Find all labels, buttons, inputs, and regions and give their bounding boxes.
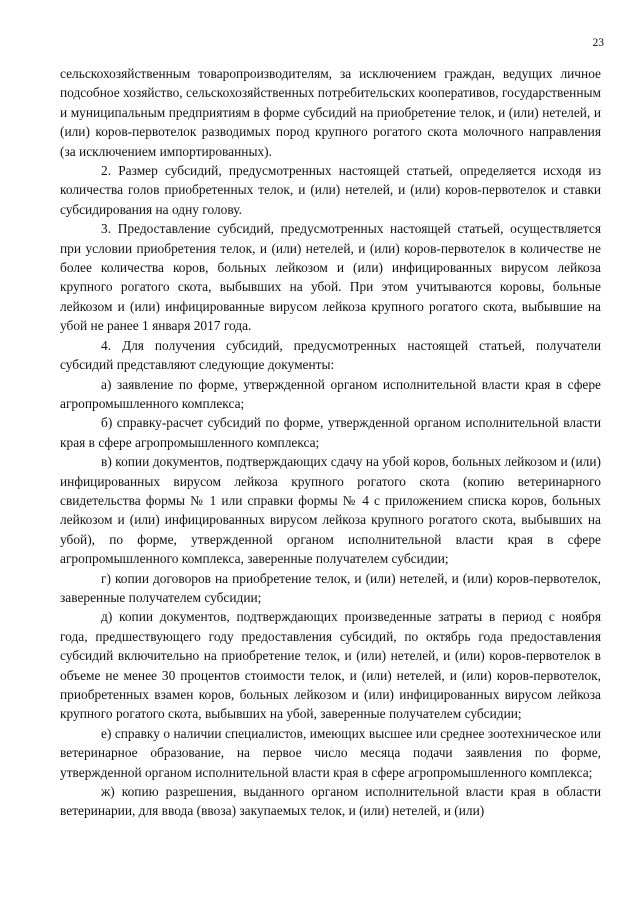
list-item-a-application: а) заявление по форме, утвержденной органом исполнительной власти края в сфере агропромышленного комплекса; (60, 376, 601, 411)
page-number: 23 (592, 37, 604, 49)
paragraph-3-subsidy-condition: 3. Предоставление субсидий, предусмотренных настоящей статьей, осуществляется при условии приобретения телок, и (или) нетелей, и (или) коров-первотелок в количестве не более количества коров, больных лейкозом и (или) инфицированных вирусом лейкоза крупного рогатого скота, выбывших на убой. При этом учитываются коровы, больные лейкозом и (или) инфицированные вирусом лейкоза крупного рогатого скота, выбывшие на убой не ранее 1 января 2017 года. (60, 221, 601, 334)
paragraph-2-subsidy-amount: 2. Размер субсидий, предусмотренных настоящей статьей, определяется исходя из количества голов приобретенных телок, и (или) нетелей, и (или) коров-первотелок и ставки субсидирования на одну голову. (60, 163, 601, 217)
document-body (60, 64, 601, 821)
list-item-g-purchase-contracts: г) копии договоров на приобретение телок, и (или) нетелей, и (или) коров-первотелок, заверенные получателем субсидии; (60, 570, 601, 605)
paragraph-4-required-documents: 4. Для получения субсидий, предусмотренных настоящей статьей, получатели субсидий представляют следующие документы: (60, 337, 601, 373)
list-item-e-specialists-certificate: е) справку о наличии специалистов, имеющих высшее или среднее зоотехническое или ветеринарное образование, на первое число месяца подачи заявления по форме, утвержденной органом исполнительной власти края в сфере агропромышленного комплекса; (60, 725, 601, 780)
list-item-v-slaughter-documents: в) копии документов, подтверждающих сдачу на убой коров, больных лейкозом и (или) инфицированных вирусом лейкоза крупного рогатого скота (копию ветеринарного свидетельства формы № 1 или справки формы № 4 с приложением списка коров, больных лейкозом и (или) инфицированных вирусом лейкоза крупного рогатого скота, выбывших на убой), по форме, утвержденной органом исполнительной власти края в сфере агропромышленного комплекса, заверенные получателем субсидии; (60, 454, 601, 567)
list-item-d-expense-documents: д) копии документов, подтверждающих произведенные затраты в период с ноября года, предшествующего году предоставления субсидий, по октябрь года предоставления субсидий включительно на приобретение телок, и (или) нетелей, и (или) коров-первотелок в объеме не менее 30 процентов стоимости телок, и (или) нетелей, и (или) коров-первотелок, приобретенных взамен коров, больных лейкозом и (или) инфицированных вирусом лейкоза крупного рогатого скота, выбывших на убой, заверенные получателем субсидии; (60, 609, 601, 722)
list-item-b-calculation: б) справку-расчет субсидий по форме, утвержденной органом исполнительной власти края в сфере агропромышленного комплекса; (60, 415, 601, 450)
paragraph-recipients-continuation: сельскохозяйственным товаропроизводителям, за исключением граждан, ведущих личное подсобное хозяйство, сельскохозяйственных потребительских кооперативов, государственным и муниципальным предприятиям в форме субсидий на приобретение телок, и (или) нетелей, и (или) коров-первотелок разводимых пород крупного рогатого скота молочного направления (за исключением импортированных). (60, 66, 601, 159)
list-item-zh-veterinary-permit: ж) копию разрешения, выданного органом исполнительной власти края в области ветеринарии, для ввода (ввоза) закупаемых телок, и (или) нетелей, и (или) (60, 784, 601, 819)
